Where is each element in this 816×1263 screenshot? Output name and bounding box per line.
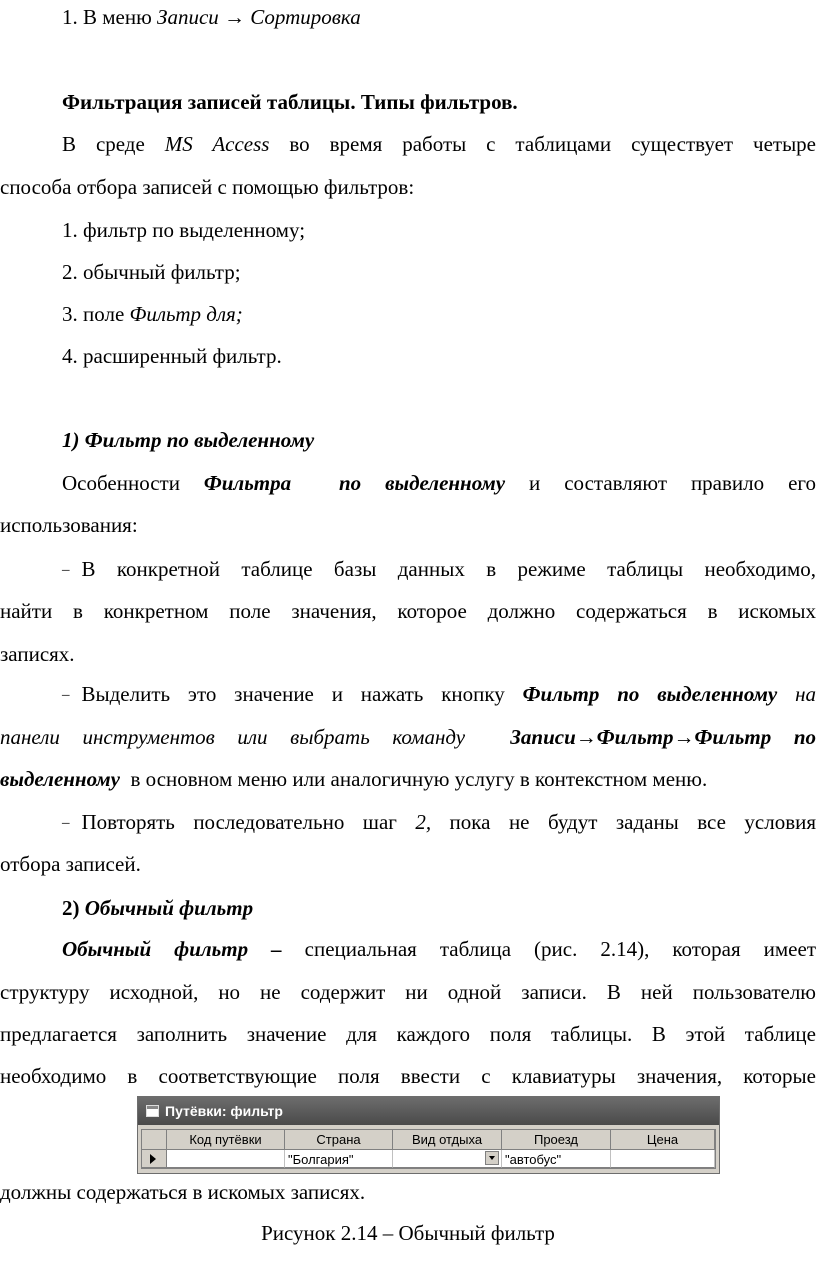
subsection-heading: 1) Фильтр по выделенному [62,428,315,452]
list-item: 4. расширенный фильтр. [62,344,282,368]
filter-window [137,1096,720,1174]
filter-grid [141,1129,716,1169]
text: В среде [62,132,165,156]
list-item: 2. обычный фильтр; [62,260,241,284]
text: панели инструментов или выбрать команду [0,725,511,749]
filter-row [142,1150,715,1168]
menu-command: Записи→Фильтр→Фильтр по [510,725,816,749]
paragraph-line: структуру исходной, но не содержит ни одной записи. В ней пользователю [0,980,816,1004]
text: во время работы с таблицами существует четыре [269,132,816,156]
bullet-dash: – [62,815,70,831]
column-header[interactable]: Проезд [502,1130,611,1150]
paragraph-line [62,939,816,960]
column-header[interactable]: Вид отдыха [393,1130,502,1150]
paragraph-line: предлагается заполнить значение для каждого поля таблицы. В этой таблице [0,1022,816,1046]
bullet-dash: – [62,687,70,703]
paragraph-line [0,727,816,748]
column-header[interactable]: Цена [611,1130,715,1150]
text: 1. В меню [62,5,158,29]
list-item [62,304,243,325]
menu-command: выделенному [0,767,120,791]
section-heading: Фильтрация записей таблицы. Типы фильтров. [62,90,518,114]
filter-cell[interactable]: "Болгария" [285,1150,393,1168]
text: Выделить это значение и нажать кнопку [81,682,523,706]
row-selector[interactable] [142,1150,167,1168]
section-number: 2) [62,896,85,920]
figure-caption: Рисунок 2.14 – Обычный фильтр [261,1221,555,1245]
bullet-line [62,812,816,833]
list-item: 1. фильтр по выделенному; [62,218,306,242]
column-header[interactable]: Страна [285,1130,393,1150]
paragraph-line: отбора записей. [0,852,141,876]
window-title: Путёвки: фильтр [165,1103,283,1119]
bullet-dash: – [62,562,70,578]
menu-path-line [62,7,361,28]
chevron-down-icon[interactable] [485,1151,499,1165]
paragraph-line: найти в конкретном поле значения, которое должно содержаться в искомых [0,599,816,623]
term: Фильтра по выделенному [203,471,506,495]
step-number: 2, [415,810,432,834]
column-header[interactable]: Код путёвки [167,1130,285,1150]
menu-name: Записи [157,5,219,29]
text: Особенности [62,471,204,495]
text: 3. поле [62,302,130,326]
arrow-glyph: → [224,5,246,29]
paragraph-line: записях. [0,642,75,666]
bullet-line [62,684,816,705]
button-name: Фильтр по выделенному [522,682,778,706]
filter-cell[interactable] [393,1150,502,1168]
filter-cell[interactable] [611,1150,715,1168]
menu-item-name: Сортировка [250,5,361,29]
paragraph-line: необходимо в соответствующие поля ввести с клавиатуры значения, которые [0,1064,816,1088]
app-name: MS Access [164,132,270,156]
text: пока не будут заданы все условия [431,810,816,834]
filter-cell[interactable]: "автобус" [502,1150,611,1168]
filter-cell[interactable] [167,1150,285,1168]
row-selector-header [142,1130,167,1150]
subsection-heading [62,898,253,919]
current-row-arrow-icon [150,1154,156,1164]
text: В конкретной таблице базы данных в режиме таблицы необходимо, [81,557,816,581]
paragraph-line [62,134,816,155]
text: на [777,682,816,706]
grid-header-row [142,1130,715,1150]
window-title-bar[interactable] [138,1097,719,1125]
paragraph-line [0,769,707,790]
text: Повторять последовательно шаг [81,810,416,834]
term: Обычный фильтр – [62,937,305,961]
text: специальная таблица (рис. 2.14), которая имеет [304,937,816,961]
paragraph-line: должны содержаться в искомых записях. [0,1180,366,1204]
bullet-line [62,559,816,580]
text: и составляют правило его [505,471,816,495]
text: в основном меню или аналогичную услугу в контекстном меню. [120,767,708,791]
section-title: Обычный фильтр [84,896,254,920]
paragraph-line: способа отбора записей с помощью фильтров: [0,175,415,199]
paragraph-line: использования: [0,513,138,537]
paragraph-line [62,473,816,494]
window-icon [146,1105,159,1117]
field-name: Фильтр для; [129,302,243,326]
